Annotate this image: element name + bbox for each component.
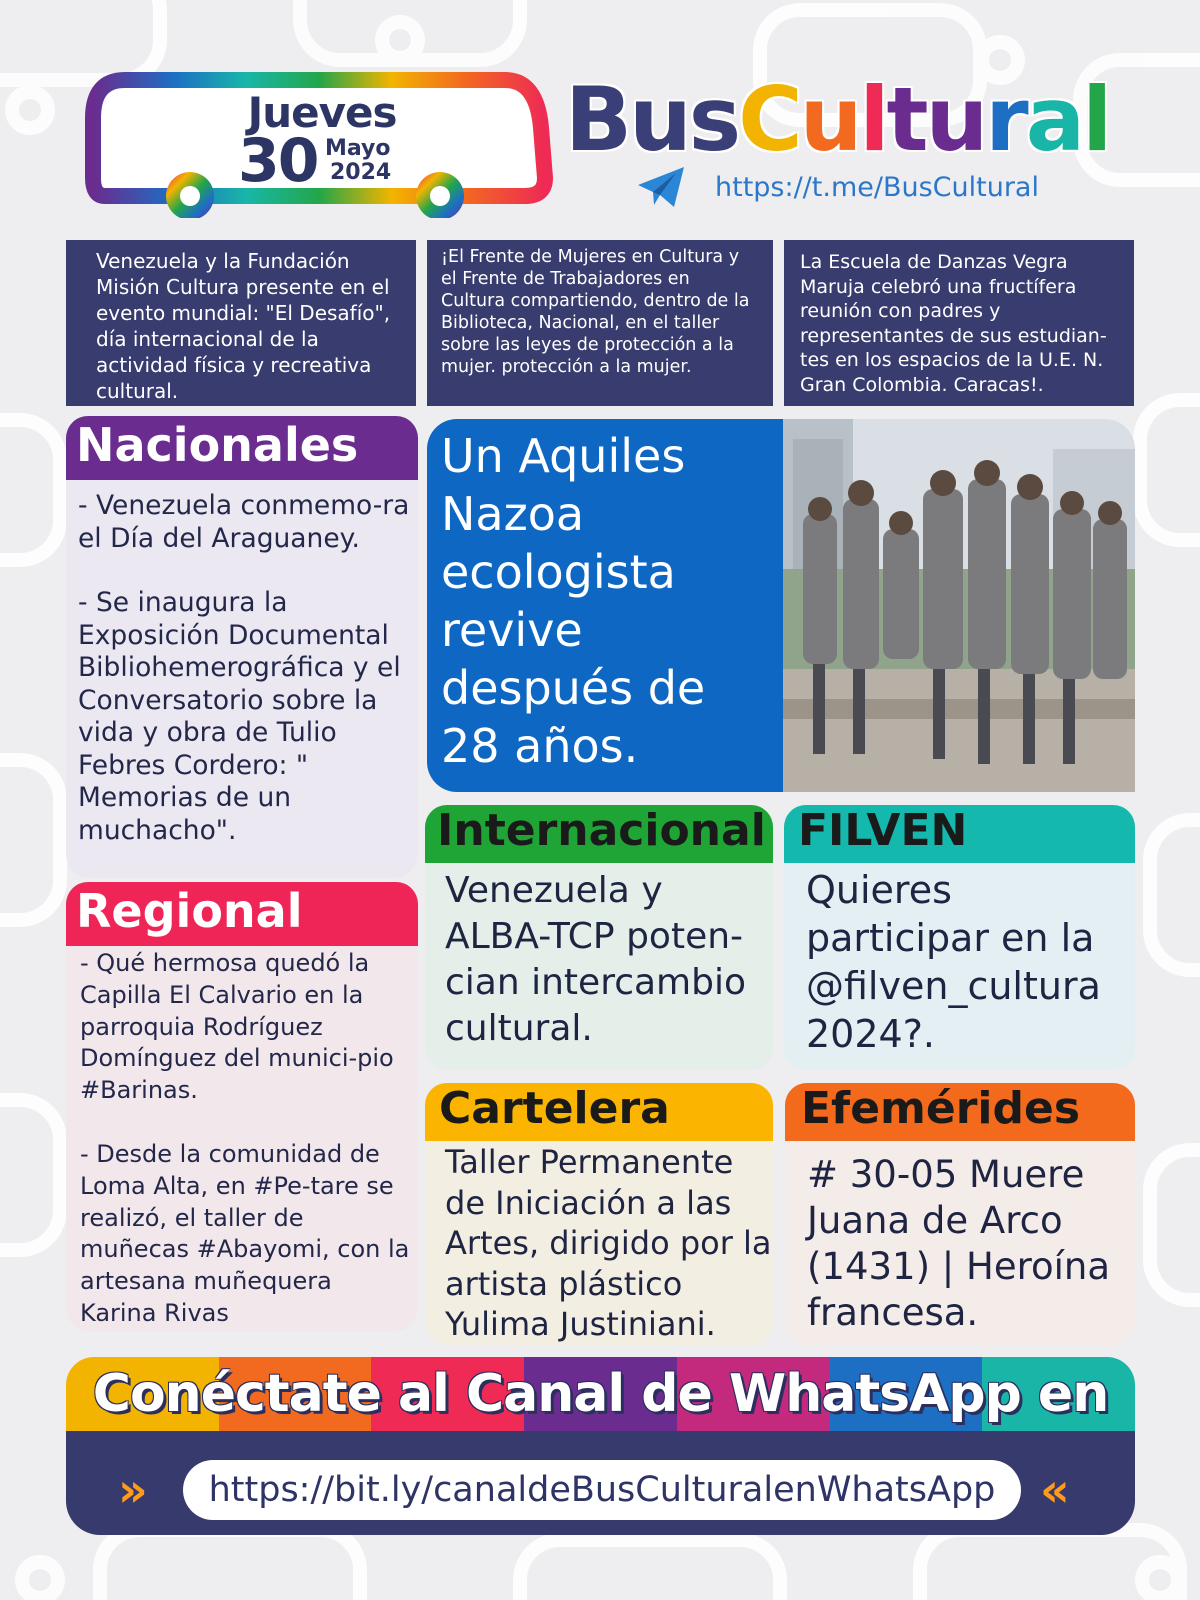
cartelera-body: Taller Permanente de Iniciación a las Artes, dirigido por la artista plástico Yulima Justiniani.: [445, 1143, 772, 1343]
cartelera-title: Cartelera: [425, 1083, 773, 1141]
brand-letter: B: [565, 68, 630, 171]
brand-letter: a: [1025, 68, 1083, 171]
brand-letter: t: [886, 68, 926, 171]
regional-item: - Desde la comunidad de Loma Alta, en #Pe-tare se realizó, el taller de muñecas #Abayomi, con la artesana muñequera Karina Rivas: [80, 1139, 410, 1327]
regional-item: - Qué hermosa quedó la Capilla El Calvario en la parroquia Rodríguez Domínguez del munici-pio #Barinas.: [80, 949, 394, 1105]
telegram-icon: [636, 165, 686, 209]
nacionales-item: - Se inaugura la Exposición Documental Bibliohemerográfica y el Conversatorio sobre la vida y obra de Tulio Febres Cordero: " Memorias de un muchacho".: [78, 587, 401, 846]
nacionales-title: Nacionales: [66, 416, 418, 480]
date-month: Mayo: [325, 136, 391, 161]
top-news-3: [784, 240, 1134, 406]
internacional-title: Internacional: [425, 805, 773, 863]
brand-letter: l: [859, 68, 887, 171]
feature-headline: Un Aquiles Nazoa ecologista revive después de 28 años.: [427, 419, 783, 792]
footer-headline: Conéctate al Canal de WhatsApp en: [92, 1364, 1109, 1424]
regional-title: Regional: [66, 882, 418, 946]
nacionales-item: - Venezuela conmemo-ra el Día del Araguaney.: [78, 490, 410, 554]
filven-title: FILVEN: [784, 805, 1135, 863]
chevron-right-icon: »: [118, 1463, 136, 1517]
top-news-2: [427, 240, 773, 406]
efemerides-title: Efemérides: [785, 1083, 1135, 1141]
brand-title: [565, 70, 1135, 170]
top-news-1-text: Venezuela y la Fundación Misión Cultura presente en el evento mundial: "El Desafío", día internacional de la actividad física y recreativa cultural.: [96, 249, 391, 403]
whatsapp-channel-link[interactable]: https://bit.ly/canaldeBusCulturalenWhatsApp: [183, 1460, 1021, 1520]
telegram-link[interactable]: https://t.me/BusCultural: [715, 172, 1039, 203]
feature-photo: [783, 419, 1135, 792]
top-news-1: [66, 240, 416, 406]
brand-letter: r: [985, 68, 1026, 171]
efemerides-body: # 30-05 Muere Juana de Arco (1431) | Heroína francesa.: [807, 1153, 1111, 1334]
brand-letter: u: [799, 68, 860, 171]
date-year: 2024: [330, 160, 392, 185]
date-day: Jueves: [247, 88, 397, 137]
date-number: 30: [238, 126, 318, 196]
brand-letter: u: [925, 68, 986, 171]
brand-letter: l: [1082, 68, 1110, 171]
internacional-body: Venezuela y ALBA-TCP poten-cian intercambio cultural.: [445, 870, 747, 1049]
brand-letter: s: [688, 68, 739, 171]
regional-body: [80, 948, 410, 1330]
nacionales-body: [78, 490, 423, 847]
brand-letter: u: [629, 68, 689, 171]
top-news-3-text: La Escuela de Danzas Vegra Maruja celebró una fructífera reunión con padres y representantes de sus estudian-tes en los espacios de la U.E. N. Gran Colombia. Caracas!.: [800, 251, 1107, 396]
brand-letter: C: [738, 68, 800, 171]
filven-body: Quieres participar en la @filven_cultura 2024?.: [806, 868, 1101, 1056]
top-news-2-text: ¡El Frente de Mujeres en Cultura y el Frente de Trabajadores en Cultura compartiendo, dentro de la Biblioteca, Nacional, en el taller sobre las leyes de protección a la mujer. protección a la mujer.: [441, 247, 750, 377]
chevron-left-icon: «: [1040, 1463, 1058, 1517]
